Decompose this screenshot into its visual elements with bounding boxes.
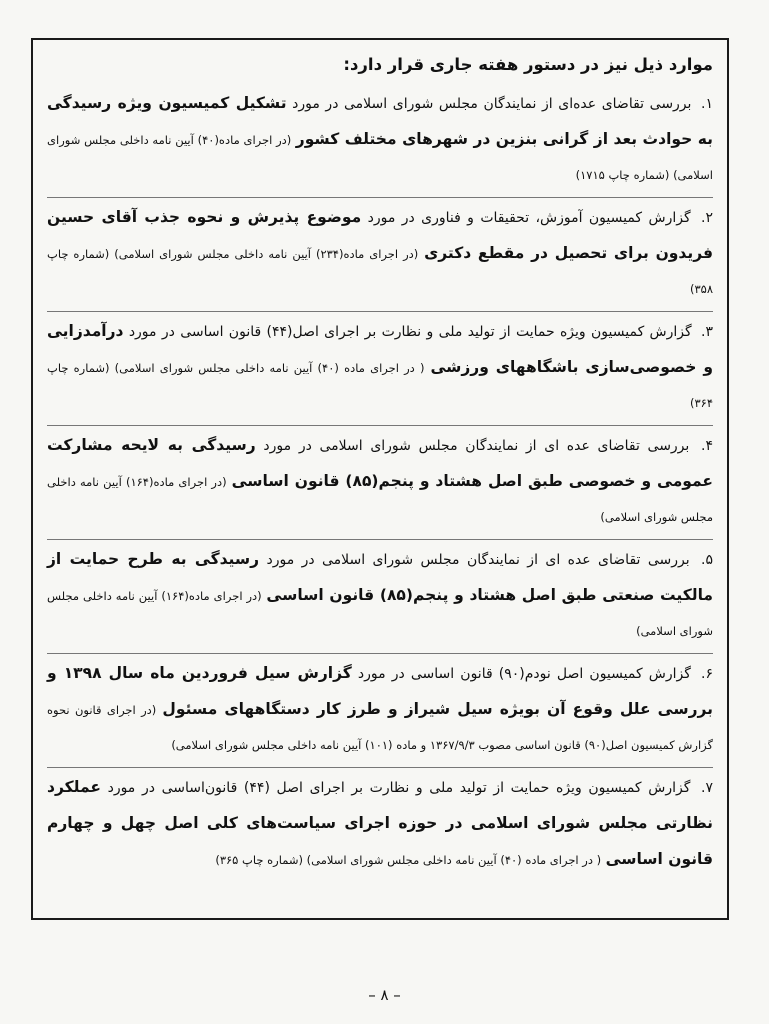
agenda-item — [47, 314, 713, 421]
item-text: بررسی تقاضای عده‌ای از نمایندگان مجلس شورای اسلامی در مورد — [292, 96, 692, 112]
agenda-item — [47, 542, 713, 649]
page-number: – ۸ – — [368, 986, 401, 1004]
agenda-item — [47, 428, 713, 535]
item-reference: (در اجرای ماده(۱۶۴) آیین نامه داخلی مجلس شورای اسلامی) — [47, 589, 713, 638]
item-number: ۵. — [701, 552, 714, 568]
agenda-item — [47, 200, 713, 307]
item-subject: گزارش سیل فروردین ماه سال ۱۳۹۸ و بررسی علل وقوع آن بویژه سیل شیراز و طرز کار دستگاههای مسئول — [47, 664, 713, 718]
item-reference: ( در اجرای ماده (۴۰) آیین نامه داخلی مجلس شورای اسلامی) (شماره چاپ ۳۶۴) — [47, 361, 713, 410]
item-subject: رسیدگی به طرح حمایت از مالکیت صنعتی طبق اصل هشتاد و پنجم(۸۵) قانون اساسی — [47, 550, 713, 604]
divider — [47, 653, 713, 654]
item-number: ۶. — [701, 666, 714, 682]
item-subject: رسیدگی به لایحه مشارکت عمومی و خصوصی طبق اصل هشتاد و پنجم(۸۵) قانون اساسی — [47, 436, 713, 490]
item-subject: درآمدزایی و خصوصی‌سازی باشگاههای ورزشی — [47, 322, 713, 376]
item-text: بررسی تقاضای عده ای از نمایندگان مجلس شورای اسلامی در مورد — [266, 552, 690, 568]
item-text: گزارش کمیسیون ویژه حمایت از تولید ملی و نظارت بر اجرای اصل(۴۴) قانون اساسی در مورد — [128, 324, 692, 340]
item-reference: (در اجرای قانون نحوه گزارش کمیسیون اصل(۹۰) قانون اساسی مصوب ۱۳۶۷/۹/۳ و ماده (۱۰۱) آیین نامه داخلی مجلس شورای اسلامی) — [47, 703, 713, 752]
item-text: گزارش کمیسیون ویژه حمایت از تولید ملی و نظارت بر اجرای اصل (۴۴) قانون‌اساسی در مورد — [107, 780, 691, 796]
item-reference: ( در اجرای ماده (۴۰) آیین نامه داخلی مجلس شورای اسلامی) (شماره چاپ ۳۶۵) — [215, 853, 602, 867]
item-reference: (در اجرای ماده(۴۰) آیین نامه داخلی مجلس شورای اسلامی) (شماره چاپ ۱۷۱۵) — [47, 133, 713, 182]
item-text: گزارش کمیسیون اصل نودم(۹۰) قانون اساسی در مورد — [357, 666, 691, 682]
item-number: ۷. — [701, 780, 714, 796]
item-subject: تشکیل کمیسیون ویژه رسیدگی به حوادث بعد از گرانی بنزین در شهرهای مختلف کشور — [47, 94, 713, 148]
divider — [47, 767, 713, 768]
divider — [47, 425, 713, 426]
divider — [47, 197, 713, 198]
agenda-item — [47, 656, 713, 763]
item-number: ۲. — [701, 210, 714, 226]
agenda-heading: موارد ذیل نیز در دستور هفته جاری قرار دارد: — [343, 55, 713, 74]
agenda-item — [47, 86, 713, 193]
item-subject: عملکرد نظارتی مجلس شورای اسلامی در حوزه اجرای سیاست‌های کلی اصل چهل و چهارم قانون اساسی — [47, 778, 713, 868]
item-reference: (در اجرای ماده(۲۳۴) آیین نامه داخلی مجلس شورای اسلامی) (شماره چاپ ۳۵۸) — [47, 247, 713, 296]
item-text: بررسی تقاضای عده ای از نمایندگان مجلس شورای اسلامی در مورد — [263, 438, 690, 454]
item-number: ۴. — [701, 438, 713, 454]
item-text: گزارش کمیسیون آموزش، تحقیقات و فناوری در مورد — [367, 210, 691, 226]
divider — [47, 539, 713, 540]
item-number: ۳. — [701, 324, 713, 340]
item-reference: (در اجرای ماده(۱۶۴) آیین نامه داخلی مجلس شورای اسلامی) — [47, 475, 713, 524]
agenda-frame — [31, 38, 729, 920]
divider — [47, 311, 713, 312]
item-subject: موضوع پذیرش و نحوه جذب آقای حسین فریدون برای تحصیل در مقطع دکتری — [47, 208, 713, 262]
item-number: ۱. — [701, 96, 714, 112]
agenda-item — [47, 770, 713, 878]
